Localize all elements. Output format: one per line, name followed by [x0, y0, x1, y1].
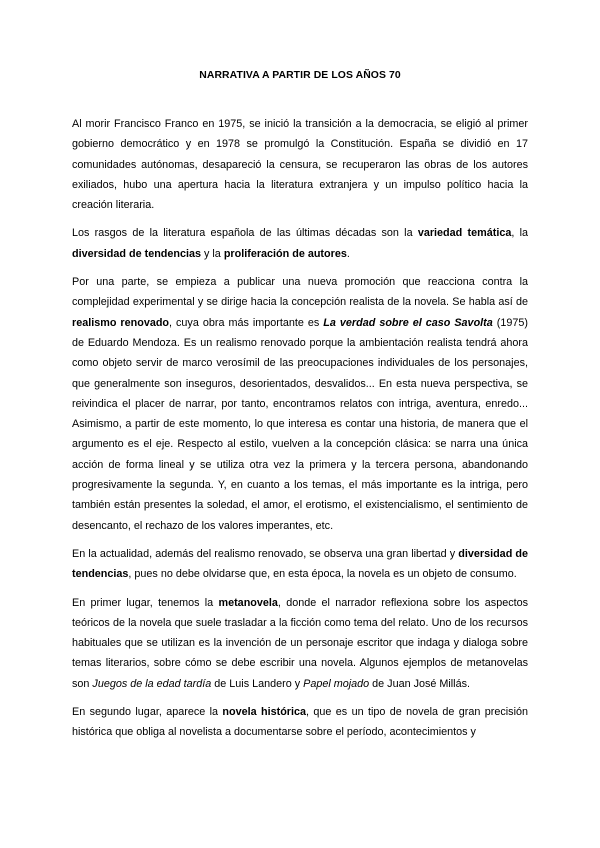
- bold-term: novela histórica: [222, 706, 306, 719]
- paragraph-realismo: [72, 272, 528, 536]
- text-run: .: [346, 247, 350, 260]
- text-run: de Juan José Millás.: [369, 677, 470, 690]
- paragraph-metanovela: [72, 593, 528, 694]
- text-run: y la: [201, 247, 224, 260]
- text-run: Los rasgos de la literatura española de las últimas décadas son la: [72, 227, 418, 240]
- text-run: En segundo lugar, aparece la: [72, 706, 223, 719]
- paragraph-transition: Al morir Francisco Franco en 1975, se inició la transición a la democracia, se eligió al primer gobierno democrático y en 1978 se promulgó la Constitución. España se dividió en 17 comunidades autónomas, desapareció la censura, se recuperaron las obras de los autores exiliados, hubo una apertura hacia la literatura extranjera y un impulso político hacia la creación literaria.: [72, 118, 528, 212]
- page-title: NARRATIVA A PARTIR DE LOS AÑOS 70: [199, 70, 401, 81]
- text-run: , donde el narrador reflexiona sobre los aspectos teóricos de la novela que suele trasladar a la ficción como tema del relato. Uno de los recursos habituales que se utilizan es la invención de un personaje escritor que indaga y dialoga sobre temas literarios, sobre cómo se debe escribir una novela. Algunos ejemplos de metanovelas son: [72, 596, 529, 690]
- bold-term: diversidad de tendencias: [72, 247, 202, 260]
- bold-term: variedad temática: [417, 227, 512, 240]
- text-run: , que es un tipo de novela de gran precisión histórica que obliga al novelista a documentarse sobre el período, acontecimientos y: [72, 706, 528, 739]
- book-title: Juegos de la edad tardía: [92, 677, 212, 690]
- text-run: En primer lugar, tenemos la: [72, 596, 219, 609]
- bold-term: proliferación de autores: [223, 247, 347, 260]
- bold-term: diversidad de tendencias: [72, 547, 529, 581]
- book-title: La verdad sobre el caso Savolta: [323, 316, 493, 329]
- paragraph-novela-historica: [72, 702, 528, 743]
- book-title: Papel mojado: [303, 677, 370, 690]
- bold-term: realismo renovado: [72, 316, 170, 329]
- text-run: , la: [511, 227, 528, 240]
- text-run: , cuya obra más importante es: [169, 316, 324, 329]
- paragraph-rasgos: [72, 223, 528, 264]
- body-text: [72, 114, 528, 751]
- paragraph-actualidad: [72, 544, 528, 585]
- text-run: (1975) de Eduardo Mendoza. Es un realismo renovado porque la ambientación realista tendrá ahora como objeto servir de marco verosímil de las preocupaciones individuales de los personajes, que generalmente son inseguros, desorientados, desvalidos... En esta nueva perspectiva, se reivindica el placer de narrar, por tanto, encontramos relatos con intriga, aventura, enredo... Asimismo, a partir de este momento, lo que interesa es contar una historia, de manera que el argumento es el eje. Respecto al estilo, vuelven a la concepción clásica: se narra una única acción de forma lineal y se utiliza otra vez la primera y la tercera persona, abandonando progresivamente la segunda. Y, en cuanto a los temas, el más importante es la intriga, pero también están presentes la soledad, el amor, el erotismo, el existencialismo, el sentimiento de desencanto, el rechazo de los valores imperantes, etc.: [72, 316, 528, 532]
- text-run: Por una parte, se empieza a publicar una nueva promoción que reacciona contra la complejidad experimental y se dirige hacia la concepción realista de la novela. Se habla así de: [72, 276, 528, 309]
- text-run: de Luis Landero y: [211, 677, 304, 690]
- text-run: , pues no debe olvidarse que, en esta época, la novela es un objeto de consumo.: [128, 568, 517, 581]
- bold-term: metanovela: [218, 596, 278, 609]
- text-run: En la actualidad, además del realismo renovado, se observa una gran libertad y: [72, 547, 459, 560]
